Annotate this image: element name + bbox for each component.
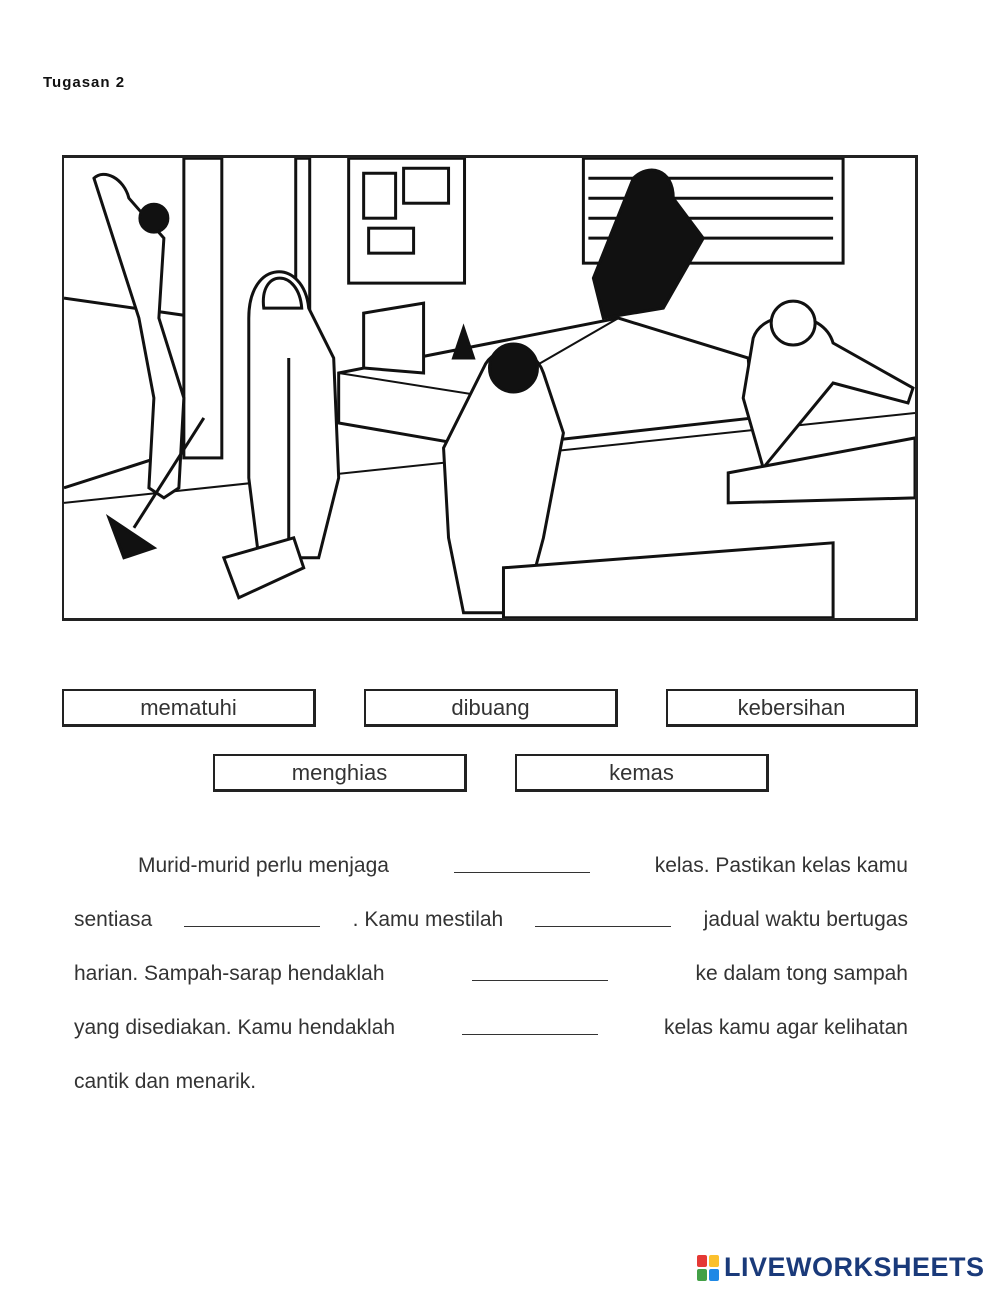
passage-text: kelas. Pastikan kelas kamu xyxy=(654,854,908,877)
dustpan xyxy=(224,538,304,598)
passage-text: jadual waktu bertugas xyxy=(703,908,908,931)
passage-text: kelas kamu agar kelihatan xyxy=(664,1016,908,1039)
passage-line-5 xyxy=(74,1064,908,1118)
passage-line-3 xyxy=(74,956,908,1010)
classroom-cleaning-drawing xyxy=(64,158,915,618)
passage-line-4 xyxy=(74,1010,908,1064)
task-label: Tugasan 2 xyxy=(43,74,126,91)
passage-text: cantik dan menarik. xyxy=(74,1070,257,1093)
answer-blank-2[interactable] xyxy=(184,902,320,927)
word-card-kemas[interactable]: kemas xyxy=(515,754,769,792)
liveworksheets-logo-icon xyxy=(697,1255,719,1281)
logo-wordmark: LIVEWORKSHEETS xyxy=(724,1252,985,1282)
flower-vase xyxy=(454,328,474,358)
girl-sweeping xyxy=(249,272,339,558)
word-card-kebersihan[interactable]: kebersihan xyxy=(666,689,918,727)
passage-line-2 xyxy=(74,902,908,956)
fill-in-passage xyxy=(74,848,908,1118)
passage-text: sentiasa xyxy=(74,908,153,931)
classroom-illustration xyxy=(62,155,918,621)
word-card-menghias[interactable]: menghias xyxy=(213,754,467,792)
passage-text: harian. Sampah-sarap hendaklah xyxy=(74,962,385,985)
answer-blank-4[interactable] xyxy=(472,956,608,981)
passage-text: yang disediakan. Kamu hendaklah xyxy=(74,1016,396,1039)
passage-text: Murid-murid perlu menjaga xyxy=(138,854,389,877)
passage-text: ke dalam tong sampah xyxy=(695,962,908,985)
desk-front xyxy=(503,543,833,618)
answer-blank-5[interactable] xyxy=(462,1010,598,1035)
answer-blank-3[interactable] xyxy=(535,902,671,927)
answer-blank-1[interactable] xyxy=(454,848,590,873)
passage-line-1 xyxy=(74,848,908,902)
word-card-dibuang[interactable]: dibuang xyxy=(364,689,618,727)
passage-text: . Kamu mestilah xyxy=(352,908,504,931)
chair xyxy=(364,303,424,373)
word-card-mematuhi[interactable]: mematuhi xyxy=(62,689,316,727)
liveworksheets-logo xyxy=(697,1252,985,1283)
boy-wiping-board xyxy=(94,174,184,498)
